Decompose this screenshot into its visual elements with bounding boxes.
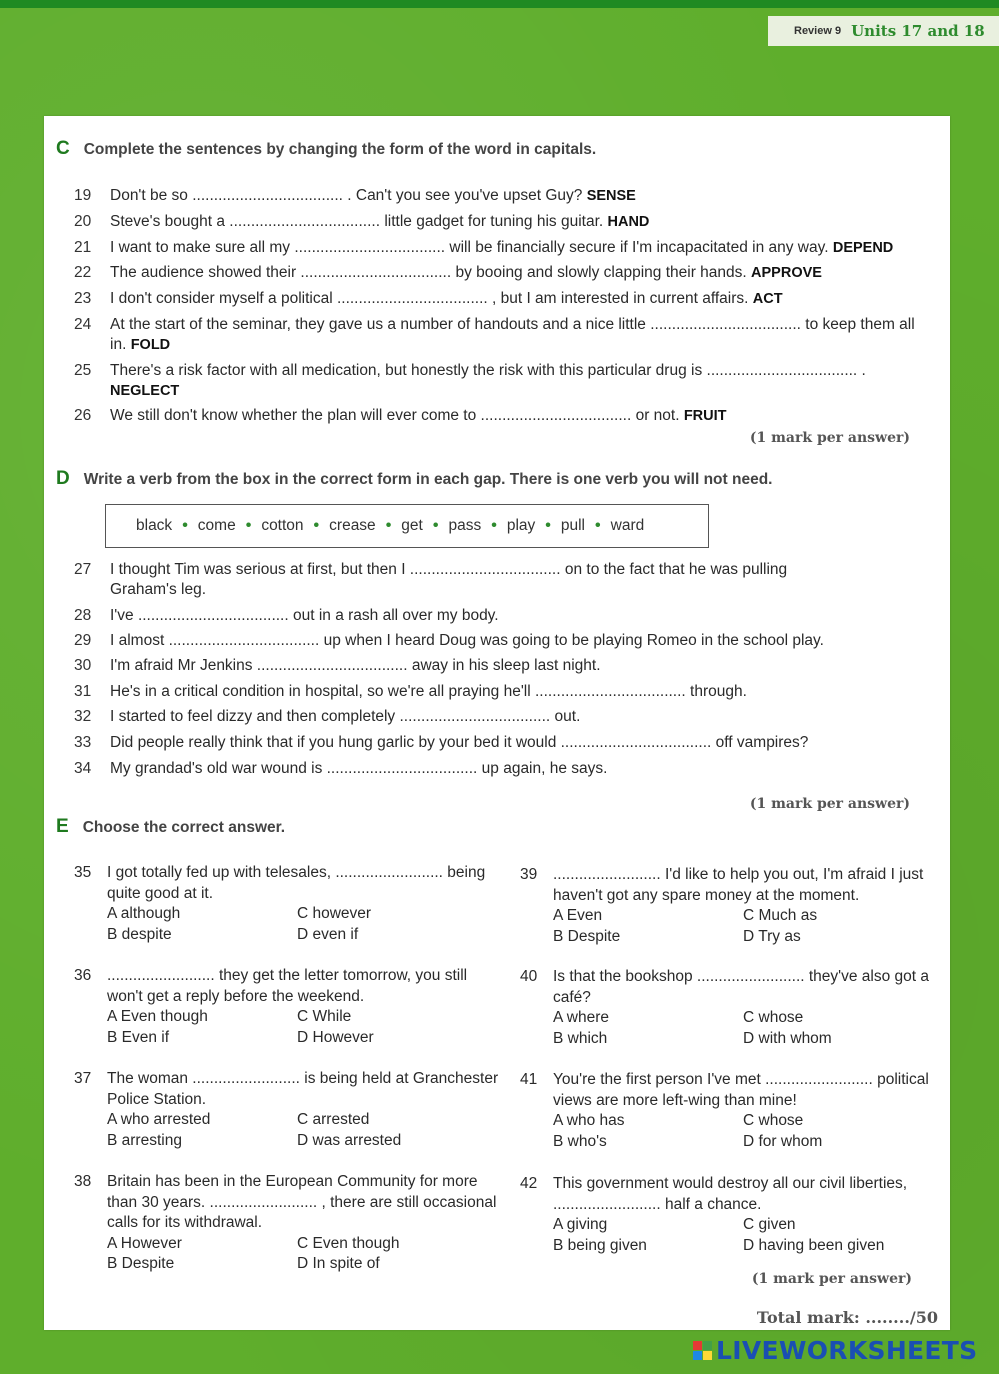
question-number: 32 <box>74 708 92 725</box>
question-text <box>110 212 934 232</box>
answer-option-c[interactable]: C Much as <box>743 907 818 924</box>
mc-question <box>520 865 950 947</box>
question-item <box>74 682 934 702</box>
question-number: 33 <box>74 734 92 751</box>
question-text: He's in a critical condition in hospital, so we're all praying he'll ................................... through. <box>110 683 747 700</box>
question-number: 30 <box>74 657 92 674</box>
section-d-mark: (1 mark per answer) <box>749 796 910 812</box>
question-item <box>74 361 934 401</box>
question-text: I started to feel dizzy and then completely ................................... out. <box>110 708 581 725</box>
answer-option-b[interactable]: B which <box>553 1029 608 1047</box>
section-e-mark: (1 mark per answer) <box>751 1271 912 1287</box>
bullet-separator: • <box>385 517 392 534</box>
answer-option-c[interactable]: C whose <box>743 1009 804 1026</box>
question-item <box>74 631 934 651</box>
sentence: Don't be so ................................... . Can't you see you've upset Guy? <box>110 187 583 204</box>
answer-options <box>107 904 504 945</box>
section-e-letter: E <box>56 816 69 837</box>
worksheet-page <box>44 116 950 1330</box>
answer-option-b[interactable]: B Even if <box>107 1028 170 1046</box>
question-item <box>74 315 934 355</box>
question-item <box>74 733 934 753</box>
question-item <box>74 606 934 626</box>
answer-option-a[interactable]: A Even though <box>107 1008 208 1025</box>
question-text <box>110 238 934 258</box>
answer-option-a[interactable]: A where <box>553 1009 610 1026</box>
answer-option-d[interactable]: D However <box>297 1028 374 1046</box>
bullet-separator: • <box>313 517 320 534</box>
units-label: Units 17 and 18 <box>851 22 985 40</box>
keyword: DEPEND <box>832 240 894 256</box>
question-number: 25 <box>74 362 92 379</box>
question-text <box>110 289 934 309</box>
section-c-heading <box>56 138 596 160</box>
logo-square <box>703 1341 712 1350</box>
question-text <box>110 263 934 283</box>
question-number: 41 <box>520 1071 538 1088</box>
section-d-letter: D <box>56 468 70 489</box>
section-e-instruction: Choose the correct answer. <box>82 819 286 836</box>
question-number: 34 <box>74 760 92 777</box>
sentence: At the start of the seminar, they gave us a number of handouts and a nice little ................................... to keep them all in. <box>110 316 915 353</box>
question-item <box>74 238 934 258</box>
answer-option-b[interactable]: B being given <box>553 1236 647 1254</box>
review-label: Review 9 <box>794 25 842 37</box>
question-number: 28 <box>74 607 92 624</box>
answer-option-c[interactable]: C however <box>297 905 372 922</box>
answer-option-c[interactable]: C given <box>743 1216 796 1233</box>
answer-option-d[interactable]: D was arrested <box>297 1131 402 1149</box>
question-text: I thought Tim was serious at first, but then I ................................... on to the fact that he was pulling Graham's leg. <box>110 561 788 598</box>
question-text <box>110 361 934 401</box>
answer-options <box>107 1110 504 1151</box>
answer-option-b[interactable]: B arresting <box>107 1131 182 1149</box>
word-box <box>105 504 709 548</box>
answer-option-d[interactable]: D for whom <box>743 1132 823 1150</box>
logo-text: LIVEWORKSHEETS <box>716 1336 978 1365</box>
answer-option-a[interactable]: A Even <box>553 907 603 924</box>
box-word: ward <box>610 517 645 534</box>
bullet-separator: • <box>491 517 497 534</box>
bullet-separator: • <box>545 517 551 534</box>
box-word: come <box>197 517 236 534</box>
sentence: The audience showed their ................................... by booing and slowly clapping their hands. <box>110 264 747 281</box>
keyword: HAND <box>607 214 650 230</box>
question-number: 31 <box>74 683 92 700</box>
mc-question <box>520 1174 950 1256</box>
question-text: My grandad's old war wound is ................................... up again, he says. <box>110 760 608 777</box>
answer-option-a[interactable]: A giving <box>553 1216 608 1233</box>
question-number: 40 <box>520 968 538 985</box>
question-item <box>74 707 934 727</box>
keyword: APPROVE <box>751 265 822 281</box>
bullet-separator: • <box>245 517 252 534</box>
question-number: 23 <box>74 290 92 307</box>
logo-square <box>693 1351 702 1360</box>
answer-option-c[interactable]: C Even though <box>297 1234 400 1252</box>
section-c-mark: (1 mark per answer) <box>749 430 910 446</box>
answer-options <box>107 1234 504 1275</box>
question-number: 22 <box>74 264 92 281</box>
question-item <box>74 289 934 309</box>
question-stem: ......................... I'd like to help you out, I'm afraid I just haven't got any spare money at the moment. <box>553 866 924 904</box>
box-word: get <box>401 517 423 534</box>
question-item <box>74 759 934 779</box>
answer-option-d[interactable]: D with whom <box>743 1029 832 1047</box>
answer-options <box>553 1008 950 1049</box>
question-text: I've ................................... out in a rash all over my body. <box>110 607 499 624</box>
question-text <box>110 406 934 426</box>
question-stem: You're the first person I've met ......................... political views are more left-wing than mine! <box>553 1071 929 1109</box>
question-stem: This government would destroy all our civil liberties, ......................... half a chance. <box>553 1175 908 1213</box>
keyword: NEGLECT <box>110 383 180 399</box>
answer-option-c[interactable]: C arrested <box>297 1111 370 1128</box>
question-number: 20 <box>74 213 92 230</box>
question-number: 24 <box>74 316 92 333</box>
question-number: 26 <box>74 407 92 424</box>
sentence: There's a risk factor with all medication, but honestly the risk with this particular drug is ................................... . <box>110 362 866 379</box>
mc-question <box>520 1070 950 1152</box>
answer-option-a[interactable]: A who arrested <box>107 1111 211 1128</box>
keyword: FRUIT <box>683 408 727 424</box>
mc-question <box>74 966 504 1048</box>
section-d-instruction: Write a verb from the box in the correct form in each gap. There is one verb you will not need. <box>83 471 773 488</box>
page-header <box>768 16 999 46</box>
question-stem: Is that the bookshop ......................... they've also got a café? <box>553 968 930 1006</box>
answer-options <box>553 906 950 947</box>
answer-option-c[interactable]: C While <box>297 1008 352 1025</box>
question-number: 37 <box>74 1070 92 1087</box>
answer-option-d[interactable]: D Try as <box>743 927 801 945</box>
answer-option-b[interactable]: B Despite <box>553 927 621 945</box>
question-text <box>110 186 934 206</box>
answer-option-a[interactable]: A although <box>107 905 181 922</box>
answer-options <box>107 1007 504 1048</box>
answer-option-b[interactable]: B who's <box>553 1132 607 1150</box>
answer-option-d[interactable]: D In spite of <box>297 1255 380 1272</box>
box-word: crease <box>329 517 376 534</box>
bullet-separator: • <box>595 517 601 534</box>
question-item <box>74 560 814 600</box>
box-word: cotton <box>261 517 304 534</box>
section-c-letter: C <box>56 138 70 159</box>
question-number: 36 <box>74 967 92 984</box>
question-stem: The woman ......................... is being held at Granchester Police Station. <box>107 1070 499 1108</box>
liveworksheets-logo <box>693 1336 977 1365</box>
answer-option-d[interactable]: D even if <box>297 925 359 943</box>
answer-option-d[interactable]: D having been given <box>743 1236 885 1254</box>
logo-square <box>703 1351 712 1360</box>
answer-option-b[interactable]: B Despite <box>107 1255 175 1272</box>
question-text: I almost ................................... up when I heard Doug was going to be playing Romeo in the school play. <box>110 632 824 649</box>
question-number: 38 <box>74 1173 92 1190</box>
question-number: 19 <box>74 187 92 204</box>
keyword: ACT <box>752 291 783 307</box>
bullet-separator: • <box>432 517 439 534</box>
bullet-separator: • <box>182 517 188 534</box>
section-e-heading <box>56 816 285 838</box>
sentence: I want to make sure all my ................................... will be financially secure if I'm incapacitated in any way. <box>110 239 829 256</box>
question-number: 21 <box>74 239 92 256</box>
question-text <box>110 315 934 355</box>
question-number: 42 <box>520 1175 538 1192</box>
mc-question <box>74 863 504 945</box>
question-stem: I got totally fed up with telesales, ......................... being quite good at it. <box>107 864 486 902</box>
mc-question <box>520 967 950 1049</box>
question-stem: Britain has been in the European Community for more than 30 years. ......................... , there are still occasional calls for its withdrawal. <box>107 1173 497 1231</box>
question-stem: ......................... they get the letter tomorrow, you still won't get a reply before the weekend. <box>107 967 468 1005</box>
question-text: Did people really think that if you hung garlic by your bed it would ................................... off vampires? <box>110 734 809 751</box>
logo-squares-icon <box>693 1341 712 1360</box>
section-c-instruction: Complete the sentences by changing the form of the word in capitals. <box>83 141 597 158</box>
keyword: SENSE <box>586 188 636 204</box>
question-number: 27 <box>74 561 92 578</box>
keyword: FOLD <box>130 337 171 353</box>
answer-option-a[interactable]: A However <box>107 1234 182 1252</box>
answer-option-a[interactable]: A who has <box>553 1112 625 1129</box>
box-word: play <box>506 517 536 534</box>
top-accent-bar <box>0 0 999 8</box>
mc-question <box>74 1069 504 1151</box>
mc-question <box>74 1172 504 1275</box>
box-word: black <box>136 517 173 534</box>
question-item <box>74 186 934 206</box>
question-item <box>74 656 934 676</box>
box-word: pull <box>560 517 586 534</box>
sentence: We still don't know whether the plan will ever come to ................................... or not. <box>110 407 680 424</box>
question-item <box>74 263 934 283</box>
total-mark: Total mark: ......../50 <box>756 1308 938 1327</box>
logo-square <box>693 1341 702 1350</box>
answer-option-b[interactable]: B despite <box>107 925 172 943</box>
sentence: Steve's bought a ................................... little gadget for tuning his guitar. <box>110 213 604 230</box>
section-d-heading <box>56 468 772 490</box>
answer-options <box>553 1111 950 1152</box>
sentence: I don't consider myself a political ................................... , but I am interested in current affairs. <box>110 290 749 307</box>
answer-option-c[interactable]: C whose <box>743 1112 804 1129</box>
question-number: 29 <box>74 632 92 649</box>
question-number: 39 <box>520 866 538 883</box>
question-number: 35 <box>74 864 92 881</box>
question-item <box>74 406 934 426</box>
question-text: I'm afraid Mr Jenkins ................................... away in his sleep last night. <box>110 657 601 674</box>
answer-options <box>553 1215 950 1256</box>
box-word: pass <box>448 517 482 534</box>
question-item <box>74 212 934 232</box>
